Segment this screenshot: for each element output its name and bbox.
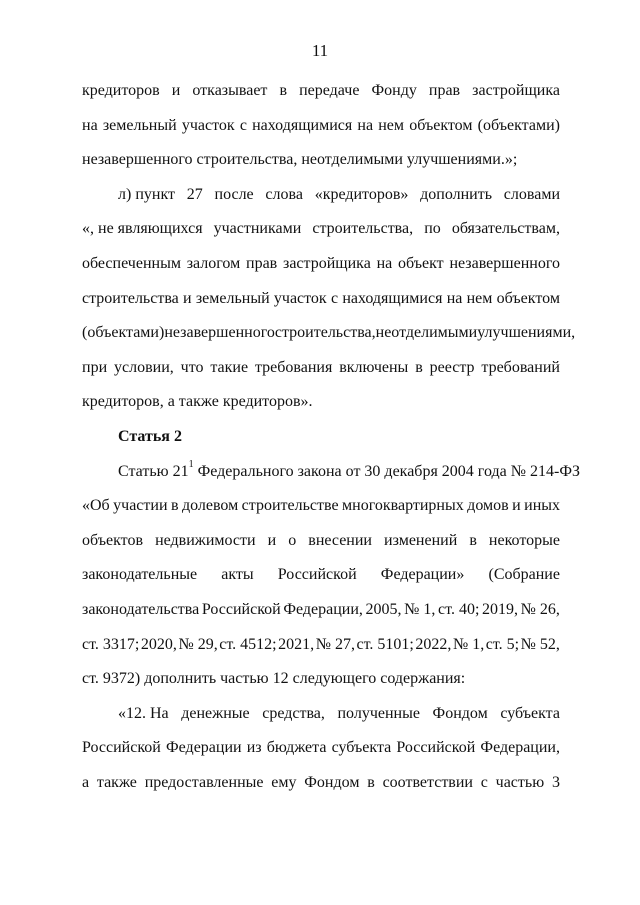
- word: земельный: [102, 116, 177, 134]
- word: «кредиторов»: [314, 185, 409, 203]
- word: незавершенного: [449, 254, 560, 272]
- text-line: [82, 697, 560, 732]
- word: внесении: [308, 531, 372, 549]
- word: застройщика: [472, 82, 560, 99]
- word: 2005,: [365, 600, 402, 618]
- word: домов: [467, 497, 509, 515]
- word: субъекта: [331, 739, 392, 757]
- word: в: [170, 497, 179, 515]
- word: объект: [398, 254, 444, 272]
- word: денежные: [181, 704, 250, 722]
- text-line: [82, 247, 560, 282]
- word: 2019,: [482, 600, 519, 618]
- text-line: ст. 9372) дополнить частью 12 следующего содержания:: [82, 670, 466, 688]
- word: Федерации,: [480, 739, 560, 757]
- word: и: [512, 497, 521, 515]
- word: строительства: [82, 289, 179, 307]
- text-line: [82, 766, 560, 801]
- word: реестр: [429, 358, 475, 376]
- word: участок: [273, 289, 327, 307]
- word: и: [267, 531, 277, 549]
- word: требований: [481, 358, 560, 376]
- word: неотделимыми: [375, 324, 478, 342]
- word: нем: [378, 116, 405, 134]
- word: 3: [551, 773, 560, 791]
- word: находящимися: [342, 289, 443, 307]
- word: на: [376, 254, 393, 272]
- word: условии,: [114, 358, 174, 376]
- text-line: [82, 593, 560, 628]
- text-fragment: Статью 21: [118, 462, 189, 480]
- word: субъекта: [500, 704, 560, 722]
- word: на: [446, 289, 463, 307]
- word: объектом: [409, 116, 473, 134]
- word: № 1,: [404, 600, 436, 618]
- word: Фондом: [432, 704, 488, 722]
- word: отказывает: [192, 82, 268, 99]
- word: нем: [466, 289, 493, 307]
- word: словами: [503, 185, 560, 203]
- word: прав: [428, 82, 461, 99]
- text-line: [82, 628, 560, 663]
- word: ст. 3317;: [82, 635, 140, 653]
- word: кредиторов: [82, 82, 160, 99]
- word: частью: [495, 773, 545, 791]
- word: ему: [271, 773, 297, 791]
- word: средства,: [262, 704, 325, 722]
- word: а: [82, 773, 90, 791]
- word: в: [279, 82, 288, 99]
- text-line: [82, 109, 560, 144]
- word: акты: [221, 566, 254, 584]
- text-fragment: Федерального закона от 30 декабря 2004 года № 214-ФЗ: [193, 462, 580, 480]
- word: в: [367, 773, 375, 791]
- word: объектом: [496, 289, 560, 307]
- word: изменений: [384, 531, 458, 549]
- word: также: [96, 773, 137, 791]
- word: и: [171, 82, 181, 99]
- word: что: [180, 358, 204, 376]
- word: строительстве: [241, 497, 339, 515]
- word: дополнить: [420, 185, 493, 203]
- word: № 29,: [178, 635, 218, 653]
- word: с: [330, 289, 339, 307]
- word: Федерации»: [380, 566, 465, 584]
- word: строительства,: [274, 324, 376, 342]
- word: законодательства: [82, 600, 200, 618]
- word: долевом: [181, 497, 239, 515]
- word: Фонду: [371, 82, 417, 99]
- text-line: [82, 178, 560, 213]
- word: Российской: [82, 739, 161, 757]
- word: «, не являющихся: [82, 220, 203, 238]
- word: строительства,: [312, 220, 414, 238]
- word: после: [214, 185, 254, 203]
- word: передаче: [299, 82, 360, 99]
- word: 2022,: [415, 635, 452, 653]
- word: и: [183, 289, 192, 307]
- word: на: [82, 116, 98, 134]
- word: № 52,: [520, 635, 560, 653]
- word: некоторые: [488, 531, 560, 549]
- word: требования: [254, 358, 333, 376]
- document-body: [82, 74, 580, 800]
- text-line: кредиторов, а также кредиторов».: [82, 393, 313, 411]
- word: улучшениями,: [477, 324, 576, 342]
- word: слова: [265, 185, 303, 203]
- page-number: 11: [311, 41, 329, 60]
- text-line: [82, 489, 560, 524]
- word: недвижимости: [155, 531, 256, 549]
- word: (объектами): [82, 324, 165, 342]
- word: в: [415, 358, 423, 376]
- word: 2021,: [278, 635, 315, 653]
- word: участии: [113, 497, 168, 515]
- word: № 1,: [452, 635, 485, 653]
- word: на: [357, 116, 374, 134]
- word: обязательствам,: [451, 220, 560, 238]
- word: бюджета: [266, 739, 327, 757]
- word: 2020,: [140, 635, 177, 653]
- word: по: [424, 220, 441, 238]
- word: ст. 5;: [485, 635, 520, 653]
- word: соответствии: [382, 773, 473, 791]
- word: иных: [524, 497, 560, 515]
- word: (объектами): [477, 116, 560, 134]
- word: залогом: [186, 254, 241, 272]
- word: Российской: [396, 739, 476, 757]
- word: включены: [339, 358, 409, 376]
- word: застройщика: [283, 254, 371, 272]
- word: многоквартирных: [342, 497, 464, 515]
- word: Российской: [277, 566, 357, 584]
- word: участок: [181, 116, 235, 134]
- word: (Собрание: [488, 566, 560, 584]
- word: с: [480, 773, 488, 791]
- article-heading: Статья 2: [118, 427, 182, 445]
- word: о: [288, 531, 297, 549]
- superscript: 1: [188, 459, 194, 471]
- word: предоставленные: [144, 773, 264, 791]
- word: л) пункт: [118, 185, 175, 203]
- word: такие: [210, 358, 249, 376]
- word: «Об: [82, 497, 110, 515]
- word: Российской: [201, 600, 281, 618]
- word: Фондом: [304, 773, 360, 791]
- word: земельный: [195, 289, 270, 307]
- word: находящимися: [252, 116, 353, 134]
- word: при: [82, 358, 108, 376]
- word: № 26,: [520, 600, 560, 618]
- text-line: [82, 351, 560, 386]
- text-line: [82, 74, 560, 109]
- word: из: [246, 739, 262, 757]
- text-line: [82, 316, 576, 351]
- word: ст. 40;: [438, 600, 480, 618]
- word: незавершенного: [164, 324, 275, 342]
- word: «12. На: [118, 704, 169, 722]
- word: Федерации: [166, 739, 242, 757]
- word: участниками: [213, 220, 302, 238]
- word: законодательные: [82, 566, 198, 584]
- text-line: [82, 455, 580, 490]
- word: обеспеченным: [82, 254, 181, 272]
- word: прав: [246, 254, 278, 272]
- word: в: [469, 531, 477, 549]
- text-line: [82, 731, 560, 766]
- word: с: [239, 116, 247, 134]
- word: ст. 5101;: [356, 635, 414, 653]
- word: объектов: [82, 531, 144, 549]
- text-line: [82, 558, 560, 593]
- word: Федерации,: [283, 600, 363, 618]
- word: ст. 4512;: [219, 635, 277, 653]
- word: полученные: [337, 704, 420, 722]
- text-line: [82, 212, 560, 247]
- word: 27: [186, 185, 203, 203]
- text-line: незавершенного строительства, неотделимыми улучшениями.»;: [82, 151, 518, 169]
- text-line: [82, 524, 560, 559]
- text-line: [82, 282, 560, 317]
- word: № 27,: [315, 635, 355, 653]
